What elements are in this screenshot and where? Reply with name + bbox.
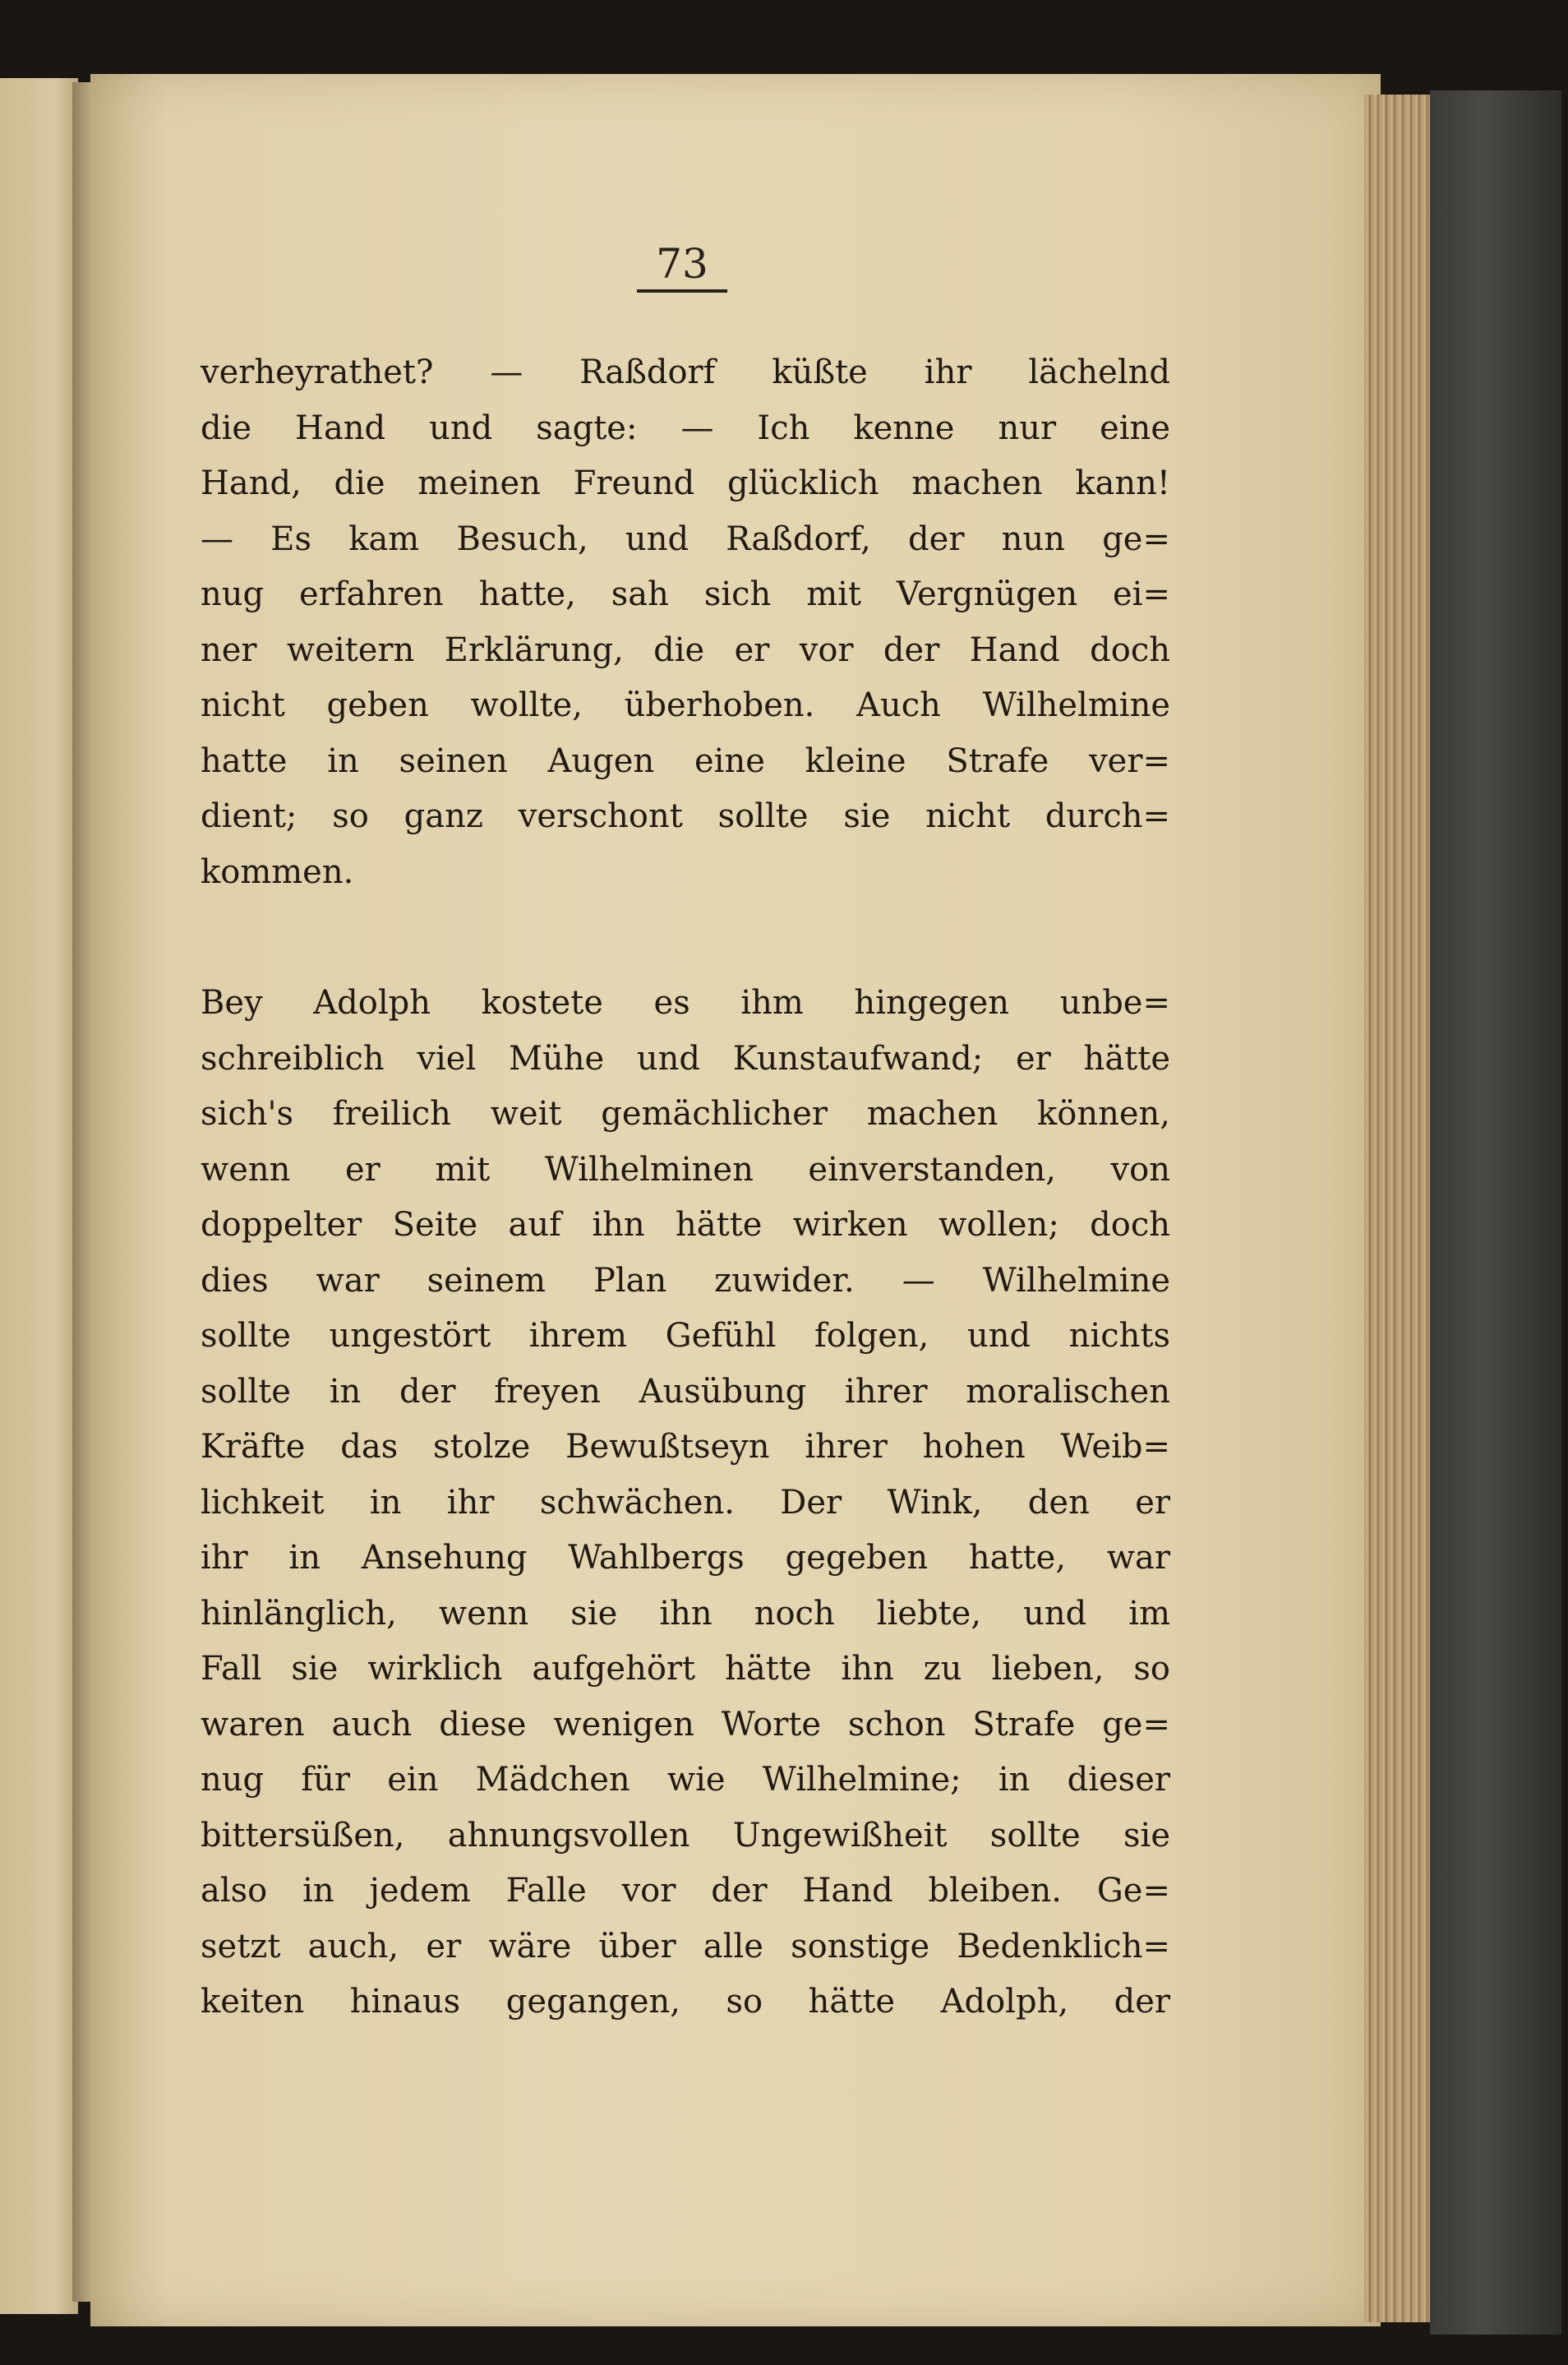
text-line: dient; so ganz verschont sollte sie nicht durch= xyxy=(201,797,1170,835)
text-line: bittersüßen, ahnungsvollen Ungewißheit sollte sie xyxy=(201,1816,1170,1855)
text-line: nug für ein Mädchen wie Wilhelmine; in dieser xyxy=(201,1761,1170,1799)
paragraph-gap xyxy=(201,900,1170,976)
text-line: ihr in Ansehung Wahlbergs gegeben hatte, war xyxy=(201,1539,1170,1577)
paragraph xyxy=(201,976,1170,2030)
text-line: waren auch diese wenigen Worte schon Strafe ge= xyxy=(201,1705,1170,1744)
text-line: doppelter Seite auf ihn hätte wirken wollen; doch xyxy=(201,1206,1170,1244)
page-edges xyxy=(1364,95,1438,2322)
text-line: kommen. xyxy=(201,852,354,891)
text-line: Hand, die meinen Freund glücklich machen kann! xyxy=(201,464,1170,502)
text-line: verheyrathet? — Raßdorf küßte ihr lächelnd xyxy=(201,353,1170,391)
text-line: — Es kam Besuch, und Raßdorf, der nun ge= xyxy=(201,520,1170,558)
text-line: sollte in der freyen Ausübung ihrer moralischen xyxy=(201,1372,1170,1411)
text-line: nicht geben wollte, überhoben. Auch Wilhelmine xyxy=(201,686,1170,724)
paragraph xyxy=(201,345,1170,900)
text-line: keiten hinaus gegangen, so hätte Adolph, der xyxy=(201,1983,1170,2021)
text-line: sollte ungestört ihrem Gefühl folgen, und nichts xyxy=(201,1317,1170,1355)
text-line: ner weitern Erklärung, die er vor der Hand doch xyxy=(201,631,1170,669)
text-line: setzt auch, er wäre über alle sonstige Bedenklich= xyxy=(201,1927,1170,1965)
body-text xyxy=(201,345,1170,2030)
text-line: hatte in seinen Augen eine kleine Strafe ver= xyxy=(201,741,1170,780)
text-line: dies war seinem Plan zuwider. — Wilhelmine xyxy=(201,1261,1170,1300)
book-cover xyxy=(1430,90,1561,2335)
text-line: sich's freilich weit gemächlicher machen können, xyxy=(201,1095,1170,1133)
text-line: schreiblich viel Mühe und Kunstaufwand; er hätte xyxy=(201,1039,1170,1078)
page-number: 73 xyxy=(637,240,727,293)
text-line: Bey Adolph kostete es ihm hingegen unbe= xyxy=(201,984,1170,1022)
text-line: lichkeit in ihr schwächen. Der Wink, den er xyxy=(201,1483,1170,1522)
text-line: Fall sie wirklich aufgehört hätte ihn zu lieben, so xyxy=(201,1650,1170,1688)
text-line: hinlänglich, wenn sie ihn noch liebte, und im xyxy=(201,1594,1170,1633)
text-line: Kräfte das stolze Bewußtseyn ihrer hohen Weib= xyxy=(201,1428,1170,1466)
text-line: die Hand und sagte: — Ich kenne nur eine xyxy=(201,409,1170,447)
text-line: also in jedem Falle vor der Hand bleiben. Ge= xyxy=(201,1872,1170,1910)
left-page-edge xyxy=(0,78,78,2314)
text-line: nug erfahren hatte, sah sich mit Vergnügen ei= xyxy=(201,575,1170,613)
text-line: wenn er mit Wilhelminen einverstanden, von xyxy=(201,1150,1170,1189)
